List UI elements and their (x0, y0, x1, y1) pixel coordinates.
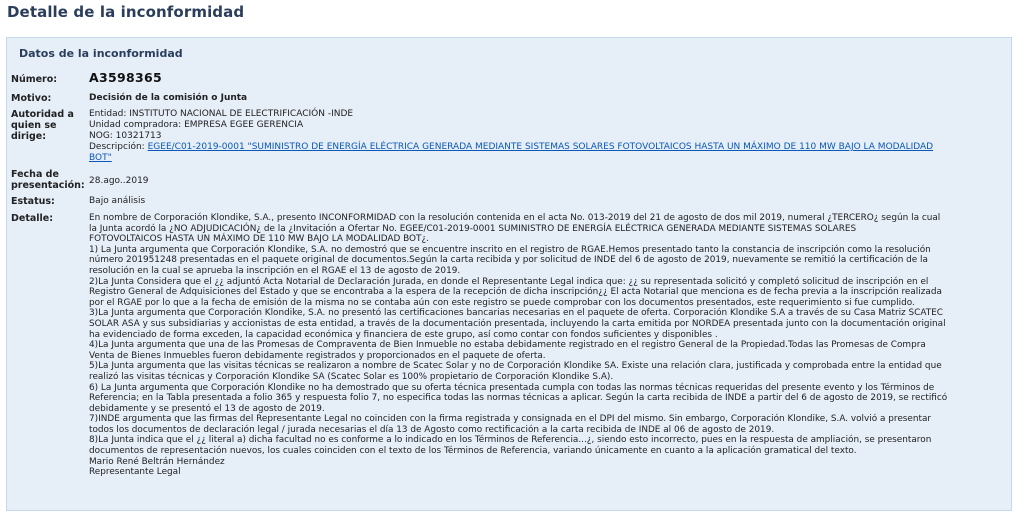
detalle-line: realizó las visitas técnicas y Corporación Klondike SA (Scatec Solar es 100% propietario de Corporación Klondike S.A). (89, 371, 614, 382)
detalle-text (89, 213, 1001, 478)
fecha-label: Fecha de presentación: (11, 169, 85, 191)
descripcion-line (89, 142, 933, 153)
detalle-line: Registro General de Adquisiciones del Estado y que se encontraba a la espera de la recepción de dicha inscripción¿¿ El acta Notarial que menciona es de fecha previa a la inscripción realizada (89, 287, 942, 298)
detalle-line: resolución en la cual se aprueba la inscripción en el RGAE el 13 de agosto de 2019. (89, 265, 461, 276)
estatus-value: Bajo análisis (89, 196, 146, 206)
detalle-line: SOLAR ASA y sus subsidiarias y accionistas de esta entidad, a través de la documentación presentada, incluyendo la carta emitida por NORDEA presentada junto con la documentación original (89, 318, 946, 329)
detalle-line: todos los documentos de declaración legal / jurada necesarias el día 13 de Agosto como rectificación a la carta recibida de INDE al 06 de agosto de 2019. (89, 424, 775, 435)
detalle-line: 7)INDE argumenta que las firmas del Representante Legal no coinciden con la firma registrada y consignada en el DPI del mismo. Sin embargo, Corporación Klondike, S.A. volvió a presentar (89, 414, 932, 425)
autoridad-value (89, 109, 933, 164)
motivo-label: Motivo: (11, 93, 52, 104)
numero-value: A3598365 (89, 70, 162, 85)
detalle-line: En nombre de Corporación Klondike, S.A., presento INCONFORMIDAD con la resolución contenida en el acta No. 013-2019 del 21 de agosto de dos mil 2019, numeral ¿TERCERO¿ según la cual (89, 213, 941, 223)
detalle-line: Mario René Beltrán Hernández (89, 456, 225, 467)
detalle-label: Detalle: (11, 213, 54, 224)
nog-text: NOG: 10321713 (89, 131, 162, 141)
unidad-text: Unidad compradora: EMPRESA EGEE GERENCIA (89, 120, 304, 130)
detalle-line: 1) La Junta argumenta que Corporación Klondike, S.A. no demostró que se encuentre inscrito en el registro de RGAE.Hemos presentado tanto la constancia de inscripción como la resolución (89, 244, 931, 255)
detalle-line: Venta de Bienes Inmuebles fueron debidamente registrados y proporcionados en el paquete de oferta. (89, 350, 546, 361)
descripcion-label: Descripción: (89, 142, 145, 152)
panel-title: Datos de la inconformidad (19, 47, 183, 60)
detalle-line: 2)La Junta Considera que el ¿¿ adjuntó Acta Notarial de Declaración Jurada, en donde el Representante Legal indica que: ¿¿ su representada solicitó y completó solicitud de inscripción en el (89, 276, 929, 287)
numero-label: Número: (11, 74, 58, 85)
detalle-line: debidamente y se presentó el 13 de agosto de 2019. (89, 403, 325, 414)
inconformidad-panel (6, 37, 1012, 511)
detalle-line: Representante Legal (89, 467, 181, 478)
entidad-text: Entidad: INSTITUTO NACIONAL DE ELECTRIFICACIÓN -INDE (89, 109, 354, 119)
fecha-value: 28.ago..2019 (89, 176, 149, 186)
detalle-line: Referencia; en la Tabla presentada a folio 365 y respuesta folio 7, no especifica todas las normas técnicas a aplicar. Según la carta recibida de INDE a partir del 6 de agosto de 2019, se rectificó (89, 393, 948, 404)
detalle-line: 6) La Junta argumenta que Corporación Klondike no ha demostrado que su oferta técnica presentada cumpla con todas las normas técnicas requeridas del presente evento y los Términos de (89, 382, 935, 393)
descripcion-link-cont[interactable]: BOT" (89, 153, 112, 163)
detalle-line: documentos de representación nuevos, los cuales coinciden con el texto de los Términos de Referencia, variando únicamente en cuanto a la aplicación gramatical del texto. (89, 446, 857, 457)
descripcion-link[interactable]: EGEE/C01-2019-0001 "SUMINISTRO DE ENERGÍA ELÉCTRICA GENERADA MEDIANTE SISTEMAS SOLARES FOTOVOLTAICOS HASTA UN MÁXIMO DE 110 MW BAJO LA MODALIDAD (147, 142, 934, 152)
detalle-line: por el RGAE por lo que a la fecha de emisión de la misma no se contaba aún con este registro se puede comprobar con los documentos presentados, este requerimiento si fue cumplido. (89, 297, 915, 308)
estatus-label: Estatus: (11, 196, 55, 207)
motivo-value: Decisión de la comisión o Junta (89, 93, 248, 103)
detalle-line: la Junta acordó la ¿NO ADJUDICACIÓN¿ de la ¿Invitación a Ofertar No. EGEE/C01-2019-0001 SUMINISTRO DE ENERGÍA ELÉCTRICA GENERADA MEDIANTE SISTEMAS SOLARES (89, 223, 857, 234)
detalle-line: 4)La Junta argumenta que una de las Promesas de Compraventa de Bien Inmueble no estaba debidamente registrado en el registro General de la Propiedad.Todas las Promesas de Compra (89, 340, 926, 351)
detalle-line: 5)La Junta argumenta que las visitas técnicas se realizaron a nombre de Scatec Solar y no de Corporación Klondike SA. Existe una relación clara, justificada y comprobada entre la entidad que (89, 361, 942, 372)
detalle-line: número 201951248 presentadas en el paquete original de documentos.Según la carta recibida y por solicitud de INDE del 6 de agosto de 2019, nuevamente se remitió la certificación de la (89, 255, 928, 266)
detalle-line: 8)La Junta indica que el ¿¿ literal a) dicha facultad no es conforme a lo indicado en los Términos de Referencia...¿, siendo esto incorrecto, pues en la respuesta de ampliación, se presentaron (89, 435, 932, 446)
autoridad-label: Autoridad a quien se dirige: (11, 109, 74, 142)
detalle-line: FOTOVOLTAICOS HASTA UN MÁXIMO DE 110 MW BAJO LA MODALIDAD BOT¿. (89, 234, 429, 245)
page-title: Detalle de la inconformidad (7, 3, 245, 21)
detalle-line: ha evidenciado de forma exceden, la capacidad económica y financiera de este grupo, así como contar con fondos suficientes y disponibles . (89, 329, 718, 340)
detalle-line: 3)La Junta argumenta que Corporación Klondike, S.A. no presentó las certificaciones bancarias necesarias en el paquete de oferta. Corporación Klondike S.A a través de su Casa Matriz SCATEC (89, 308, 943, 319)
